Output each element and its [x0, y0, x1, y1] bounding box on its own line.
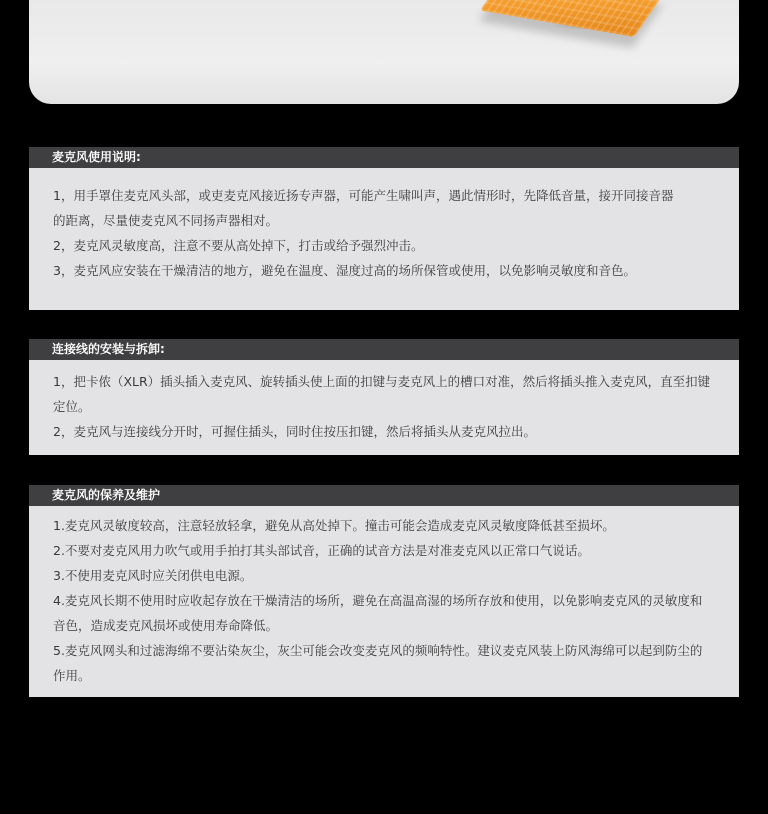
usage-instructions-section	[29, 147, 739, 310]
product-image-panel	[29, 0, 739, 104]
instruction-line: 4.麦克风长期不使用时应收起存放在干燥清洁的场所，避免在高温高湿的场所存放和使用，以免影响麦克风的灵敏度和	[53, 593, 703, 608]
instruction-line: 1.麦克风灵敏度较高，注意轻放轻拿，避免从高处掉下。撞击可能会造成麦克风灵敏度降低甚至损坏。	[53, 518, 615, 533]
instruction-line: 2，麦克风灵敏度高，注意不要从高处掉下，打击或给予强烈冲击。	[53, 238, 424, 253]
instruction-line: 定位。	[53, 399, 91, 414]
instruction-line: 2.不要对麦克风用力吹气或用手拍打其头部试音，正确的试音方法是对准麦克风以正常口气说话。	[53, 543, 590, 558]
instruction-line: 3.不使用麦克风时应关闭供电电源。	[53, 568, 253, 583]
instruction-line: 3，麦克风应安装在干燥清洁的地方，避免在温度、湿度过高的场所保管或使用，以免影响灵敏度和音色。	[53, 263, 636, 278]
section-title: 连接线的安装与拆卸:	[29, 339, 739, 360]
instruction-line: 5.麦克风网头和过滤海绵不要沾染灰尘，灰尘可能会改变麦克风的频响特性。建议麦克风装上防风海绵可以起到防尘的	[53, 643, 703, 658]
section-body	[29, 360, 739, 444]
instruction-line: 2，麦克风与连接线分开时，可握住插头，同时住按压扣键，然后将插头从麦克风拉出。	[53, 424, 536, 439]
section-body	[29, 506, 739, 688]
section-body	[29, 168, 739, 283]
instruction-line: 作用。	[53, 668, 91, 683]
instruction-line: 1，把卡侬（XLR）插头插入麦克风、旋转插头使上面的扣键与麦克风上的槽口对准，然后将插头推入麦克风，直至扣键	[53, 374, 711, 389]
instruction-line: 音色，造成麦克风损坏或使用寿命降低。	[53, 618, 279, 633]
maintenance-section	[29, 485, 739, 697]
windscreen-sponge-icon	[480, 0, 664, 37]
section-title: 麦克风使用说明:	[29, 147, 739, 168]
cable-installation-section	[29, 339, 739, 455]
instruction-line: 1，用手罩住麦克风头部，或吏麦克风接近扬专声器，可能产生啸叫声，遇此情形时，先降低音量，接开同接音器	[53, 188, 674, 203]
instruction-line: 的距离，尽量使麦克风不同扬声器相对。	[53, 213, 279, 228]
section-title: 麦克风的保养及维护	[29, 485, 739, 506]
